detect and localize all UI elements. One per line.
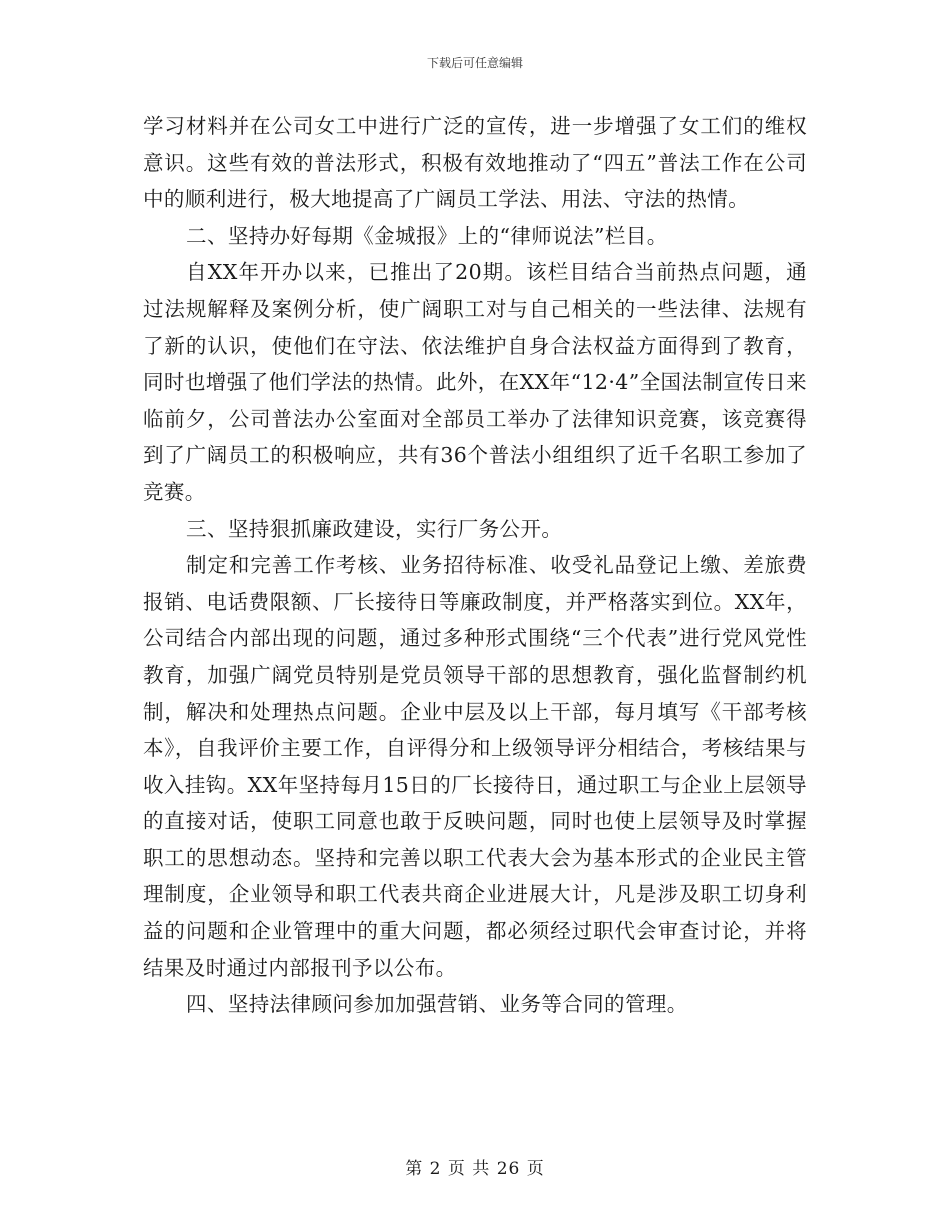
section-heading-3: 三、坚持狠抓廉政建设，实行厂务公开。: [186, 516, 563, 541]
section-heading-4: 四、坚持法律顾问参加加强营销、业务等合同的管理。: [186, 992, 688, 1017]
paragraph-section-2: 自XX年开办以来，已推出了20期。该栏目结合当前热点问题，通过法规解释及案例分析，使广阔职工对与自己相关的一些法律、法规有了新的认识，使他们在守法、依法维护自身合法权益方面得到了教育，同时也增强了他们学法的热情。此外，在XX年“12·4”全国法制宣传日来临前夕，公司普法办公室面对全部员工举办了法律知识竞赛，该竞赛得到了广阔员工的积极响应，共有36个普法小组组织了近千名职工参加了竞赛。: [143, 260, 807, 504]
document-body: [143, 108, 807, 1023]
paragraph-section-3: 制定和完善工作考核、业务招待标准、收受礼品登记上缴、差旅费报销、电话费限额、厂长接待日等廉政制度，并严格落实到位。XX年，公司结合内部出现的问题，通过多种形式围绕“三个代表”进行党风党性教育，加强广阔党员特别是党员领导干部的思想教育，强化监督制约机制，解决和处理热点问题。企业中层及以上干部，每月填写《干部考核本》，自我评价主要工作，自评得分和上级领导评分相结合，考核结果与收入挂钩。XX年坚持每月15日的厂长接待日，通过职工与企业上层领导的直接对话，使职工同意也敢于反映问题，同时也使上层领导及时掌握职工的思想动态。坚持和完善以职工代表大会为基本形式的企业民主管理制度，企业领导和职工代表共商企业进展大计，凡是涉及职工切身利益的问题和企业管理中的重大问题，都必须经过职代会审查讨论，并将结果及时通过内部报刊予以公布。: [143, 553, 807, 980]
paragraph-continuation: 学习材料并在公司女工中进行广泛的宣传，进一步增强了女工们的维权意识。这些有效的普法形式，积极有效地推动了“四五”普法工作在公司中的顺利进行，极大地提高了广阔员工学法、用法、守法的热情。: [143, 114, 807, 212]
header-note: 下载后可任意编辑: [426, 56, 523, 70]
section-heading-2: 二、坚持办好每期《金城报》上的“律师说法”栏目。: [186, 223, 668, 248]
page-footer: 第 2 页 共 26 页: [405, 1159, 545, 1179]
